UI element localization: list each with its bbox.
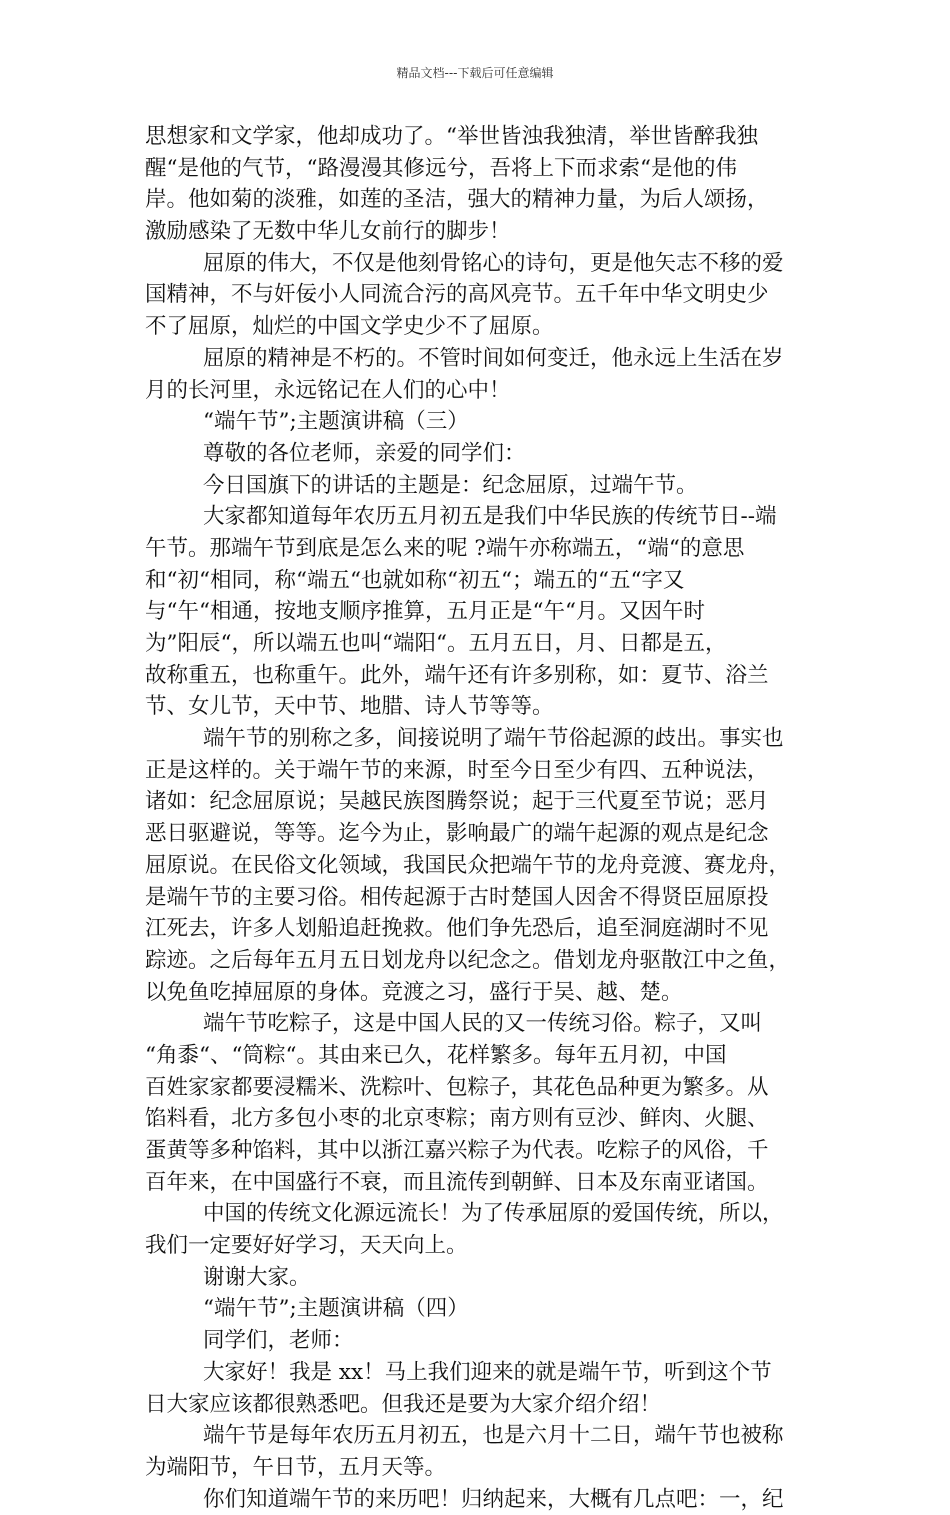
text-line: 恶日驱避说，等等。迄今为止，影响最广的端午起源的观点是纪念 [145, 821, 769, 847]
text-line: 诸如：纪念屈原说；吴越民族图腾祭说；起于三代夏至节说；恶月 [145, 789, 769, 815]
text-line: 端午节的别称之多，间接说明了端午节俗起源的歧出。事实也 [203, 726, 784, 752]
text-line: 我们一定要好好学习，天天向上。 [145, 1233, 468, 1259]
text-line: 为端阳节，午日节，五月天等。 [145, 1454, 447, 1480]
text-line: 岸。他如菊的淡雅，如莲的圣洁，强大的精神力量，为后人颂扬， [145, 187, 769, 213]
text-line: 日大家应该都很熟悉吧。但我还是要为大家介绍介绍！ [145, 1391, 662, 1417]
text-line: 屈原说。在民俗文化领域，我国民众把端午节的龙舟竞渡、赛龙舟， [145, 852, 791, 878]
page-header: 精品文档---下载后可任意编辑 [396, 66, 554, 80]
text-line: 醒“是他的气节，“路漫漫其修远兮，吾将上下而求索“是他的伟 [145, 155, 737, 181]
text-line: 馅料看，北方多包小枣的北京枣粽；南方则有豆沙、鲜肉、火腿、 [145, 1106, 769, 1132]
text-line: 尊敬的各位老师，亲爱的同学们： [203, 440, 526, 466]
text-line: “端午节”;主题演讲稿（四） [203, 1296, 469, 1322]
text-line: 百年来，在中国盛行不衰，而且流传到朝鲜、日本及东南亚诸国。 [145, 1169, 769, 1195]
text-line: 午节。那端午节到底是怎么来的呢 ?端午亦称端五，“端“的意思 [145, 535, 745, 561]
text-line: 屈原的精神是不朽的。不管时间如何变迁，他永远上生活在岁 [203, 345, 784, 371]
text-line: 中国的传统文化源远流长！为了传承屈原的爱国传统，所以， [203, 1201, 784, 1227]
text-line: 节、女儿节，天中节、地腊、诗人节等等。 [145, 694, 554, 720]
text-line: 屈原的伟大，不仅是他刻骨铭心的诗句，更是他矢志不移的爱 [203, 250, 784, 276]
text-line: 百姓家家都要浸糯米、洗粽叶、包粽子，其花色品种更为繁多。从 [145, 1074, 769, 1100]
text-line: 是端午节的主要习俗。相传起源于古时楚国人因舍不得贤臣屈原投 [145, 884, 769, 910]
text-line: 故称重五，也称重午。此外，端午还有许多别称，如：夏节、浴兰 [145, 662, 769, 688]
text-line: “角黍“、“筒粽“。其由来已久，花样繁多。每年五月初，中国 [145, 1042, 727, 1068]
text-line: 月的长河里，永远铭记在人们的心中！ [145, 377, 511, 403]
text-line: 同学们，老师： [203, 1328, 354, 1354]
text-line: 蛋黄等多种馅料，其中以浙江嘉兴粽子为代表。吃粽子的风俗，千 [145, 1138, 769, 1163]
text-line: 江死去，许多人划船追赶挽救。他们争先恐后，追至洞庭湖时不见 [145, 916, 769, 942]
text-line: 不了屈原，灿烂的中国文学史少不了屈原。 [145, 314, 554, 340]
text-line: 谢谢大家。 [203, 1264, 311, 1290]
text-line: 踪迹。之后每年五月五日划龙舟以纪念之。借划龙舟驱散江中之鱼， [145, 947, 791, 973]
text-line: 国精神，不与奸佞小人同流合污的高风亮节。五千年中华文明史少 [145, 282, 769, 308]
text-line: 与“午“相通，按地支顺序推算，五月正是“午“月。又因午时 [145, 599, 705, 625]
text-line: 和“初“相同，称“端五“也就如称“初五“；端五的“五“字又 [145, 567, 685, 593]
text-line: 思想家和文学家，他却成功了。“举世皆浊我独清，举世皆醉我独 [145, 124, 758, 149]
text-line: “端午节”;主题演讲稿（三） [203, 409, 469, 435]
text-line: 大家好！我是 xx！马上我们迎来的就是端午节，听到这个节 [203, 1359, 772, 1385]
text-line: 今日国旗下的讲话的主题是：纪念屈原，过端午节。 [203, 472, 698, 498]
text-line: 正是这样的。关于端午节的来源，时至今日至少有四、五种说法， [145, 757, 769, 783]
text-line: 以免鱼吃掉屈原的身体。竞渡之习，盛行于吴、越、楚。 [145, 979, 683, 1005]
text-line: 激励感染了无数中华儿女前行的脚步！ [145, 219, 511, 245]
text-line: 为”阳辰“，所以端五也叫“端阳“。五月五日，月、日都是五， [145, 631, 727, 656]
text-line: 端午节是每年农历五月初五，也是六月十二日，端午节也被称 [203, 1423, 784, 1449]
text-line: 大家都知道每年农历五月初五是我们中华民族的传统节日--端 [203, 504, 777, 530]
document-body [145, 121, 810, 1515]
text-line: 端午节吃粽子，这是中国人民的又一传统习俗。粽子，又叫 [203, 1011, 763, 1037]
text-line: 你们知道端午节的来历吧！归纳起来，大概有几点吧：一，纪 [203, 1486, 784, 1512]
